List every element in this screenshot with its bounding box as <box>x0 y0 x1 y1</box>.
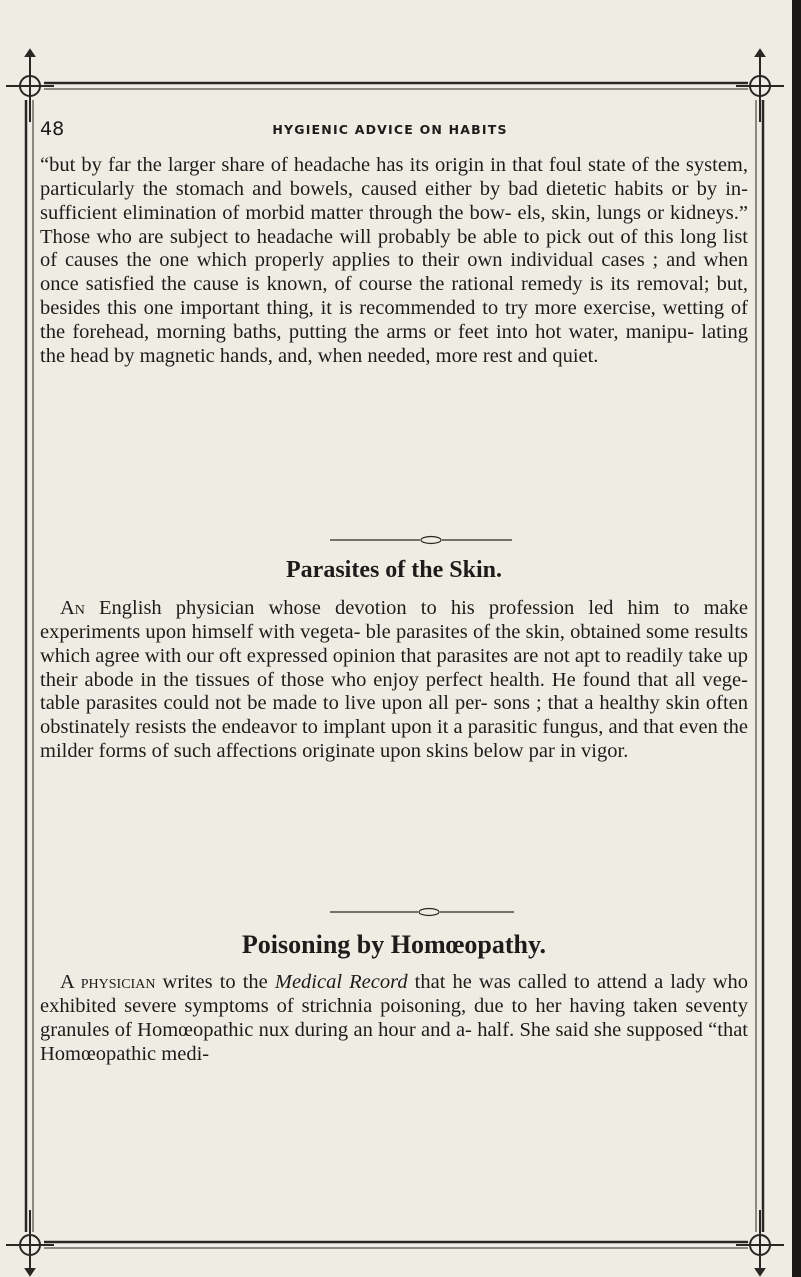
corner-ornament-top-right <box>736 50 784 122</box>
corner-ornament-top-left <box>6 50 54 122</box>
paragraph-parasites <box>40 597 748 764</box>
page-header <box>40 118 740 142</box>
paragraph-headache: “but by far the larger share of headache has its origin in that foul state of the system, particularly the stomach and bowels, caused either by bad dietetic habits or by in- sufficient elimination of morbid matter through the bow- els, skin, lungs or kidneys.” Those who are subject to headache will probably be able to pick out of this long list of causes the one which properly applies to their own individual cases ; and when once satisfied the cause is known, of course the rational remedy is its removal; but, besides this one important thing, it is recommended to try more exercise, wetting of the forehead, morning baths, putting the arms or feet into hot water, manipu- lating the head by magnetic hands, and, when needed, more rest and quiet. <box>40 154 748 367</box>
section-title-poisoning: Poisoning by Homœopathy. <box>241 930 547 959</box>
page-number: 48 <box>40 118 65 140</box>
paragraph-body-start: writes to the <box>155 971 275 993</box>
section-divider-2 <box>330 909 514 916</box>
journal-title: Medical Record <box>274 971 408 993</box>
section-title-parasites: Parasites of the Skin. <box>286 557 502 583</box>
section-divider-1 <box>330 537 512 544</box>
paragraph-body: English physician whose devotion to his profession led him to make experiments upon himself with vegeta- ble parasites of the skin, obtained some results which agree with our oft expressed opinion that parasites are not apt to readily take up their abode in the tissues of those who enjoy perfect health. He found that all vege- table parasites could not be made to live upon all per- sons ; that a healthy skin often obstinately resists the endeavor to implant upon it a parasitic fungus, and that even the milder forms of such affections originate upon skins below par in vigor. <box>40 597 748 763</box>
lead-word: An <box>60 597 85 619</box>
paragraph-poisoning <box>40 971 748 1066</box>
lead-word: A physician <box>60 971 156 993</box>
running-head: HYGIENIC ADVICE ON HABITS <box>272 122 508 137</box>
paragraph-body-end: that he was called to attend a lady who exhibited severe symptoms of strichnia poisoning, due to her having taken seventy granules of Homœopathic nux during an hour and a- half. She said she supposed “that Homœopathic medi- <box>40 971 748 1065</box>
